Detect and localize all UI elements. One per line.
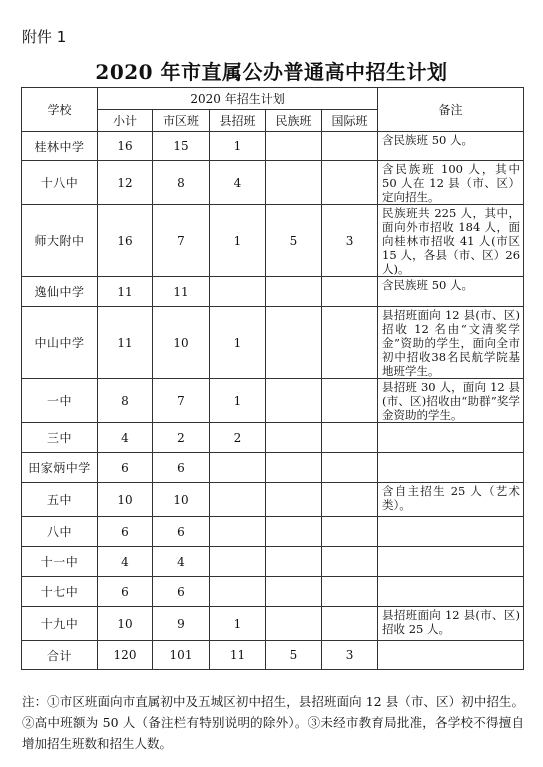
table-row: [22, 205, 524, 277]
remark-cell: 民族班共 225 人，其中，面向外市招收 184 人，面向桂林市招收 41 人(市区 15 人，各县（市、区）26 人)。: [378, 205, 524, 277]
table-row: [22, 607, 524, 641]
header-school: 学校: [22, 88, 98, 132]
remark-cell: 县招班面向 12 县(市、区)招收 25 人。: [378, 607, 524, 641]
ethnic-class-cell: [266, 577, 322, 607]
ethnic-class-cell: [266, 161, 322, 205]
header-remark: 备注: [378, 88, 524, 132]
footnote: 注：①市区班面向市直属初中及五城区初中招生，县招班面向 12 县（市、区）初中招生。②高中班额为 50 人（备注栏有特别说明的除外）。③未经市教育局批准，各学校不得擅自增加招生班数和招生人数。: [22, 694, 524, 751]
remark-cell: 含自主招生 25 人（艺术类）。: [378, 483, 524, 517]
ethnic-class-cell: [266, 307, 322, 379]
ethnic-class-cell: [266, 453, 322, 483]
ethnic-class-cell: [266, 607, 322, 641]
intl-class-cell: [322, 379, 378, 423]
intl-class-cell: [322, 423, 378, 453]
school-name-cell: 师大附中: [22, 205, 98, 277]
intl-class-cell: [322, 547, 378, 577]
school-name-cell: 十九中: [22, 607, 98, 641]
ethnic-class-cell: [266, 547, 322, 577]
intl-class-cell: [322, 161, 378, 205]
header-city-class: 市区班: [153, 110, 210, 132]
header-ethnic-class: 民族班: [266, 110, 322, 132]
table-row: [22, 161, 524, 205]
table-row: [22, 517, 524, 547]
table-row: [22, 307, 524, 379]
school-name-cell: 合计: [22, 641, 98, 670]
ethnic-class-cell: [266, 483, 322, 517]
subtotal-cell: 8: [98, 379, 153, 423]
school-name-cell: 逸仙中学: [22, 277, 98, 307]
intl-class-cell: [322, 453, 378, 483]
county-class-cell: 1: [210, 307, 266, 379]
school-name-cell: 一中: [22, 379, 98, 423]
county-class-cell: 1: [210, 379, 266, 423]
remark-cell: 县招班 30 人，面向 12 县(市、区)招收由“助群”奖学金资助的学生。: [378, 379, 524, 423]
table-row: [22, 277, 524, 307]
county-class-cell: 2: [210, 423, 266, 453]
county-class-cell: [210, 453, 266, 483]
table-row: [22, 132, 524, 161]
school-name-cell: 八中: [22, 517, 98, 547]
subtotal-cell: 10: [98, 607, 153, 641]
subtotal-cell: 11: [98, 277, 153, 307]
school-name-cell: 中山中学: [22, 307, 98, 379]
remark-cell: [378, 641, 524, 670]
header-subtotal: 小计: [98, 110, 153, 132]
ethnic-class-cell: 5: [266, 641, 322, 670]
city-class-cell: 7: [153, 379, 210, 423]
city-class-cell: 7: [153, 205, 210, 277]
intl-class-cell: [322, 577, 378, 607]
county-class-cell: [210, 547, 266, 577]
school-name-cell: 十七中: [22, 577, 98, 607]
remark-cell: 含民族班 50 人。: [378, 277, 524, 307]
county-class-cell: [210, 277, 266, 307]
intl-class-cell: [322, 132, 378, 161]
subtotal-cell: 16: [98, 205, 153, 277]
subtotal-cell: 6: [98, 577, 153, 607]
city-class-cell: 15: [153, 132, 210, 161]
subtotal-cell: 10: [98, 483, 153, 517]
ethnic-class-cell: [266, 277, 322, 307]
city-class-cell: 2: [153, 423, 210, 453]
remark-cell: [378, 453, 524, 483]
header-plan-group: 2020 年招生计划: [98, 88, 378, 110]
school-name-cell: 田家炳中学: [22, 453, 98, 483]
attachment-label: 附件 1: [22, 28, 67, 46]
city-class-cell: 101: [153, 641, 210, 670]
city-class-cell: 10: [153, 483, 210, 517]
intl-class-cell: [322, 607, 378, 641]
header-intl-class: 国际班: [322, 110, 378, 132]
school-name-cell: 十一中: [22, 547, 98, 577]
ethnic-class-cell: [266, 517, 322, 547]
remark-cell: 县招班面向 12 县(市、区)招收 12 名由“文清奖学金”资助的学生，面向全市初中招收38名民航学院基地班学生。: [378, 307, 524, 379]
table-row: [22, 483, 524, 517]
enrollment-plan-table: [21, 87, 524, 670]
remark-cell: [378, 423, 524, 453]
remark-cell: 含民族班 50 人。: [378, 132, 524, 161]
intl-class-cell: [322, 483, 378, 517]
subtotal-cell: 6: [98, 453, 153, 483]
intl-class-cell: 3: [322, 641, 378, 670]
intl-class-cell: [322, 517, 378, 547]
table-row: [22, 577, 524, 607]
county-class-cell: [210, 483, 266, 517]
intl-class-cell: [322, 277, 378, 307]
county-class-cell: [210, 577, 266, 607]
county-class-cell: 1: [210, 132, 266, 161]
county-class-cell: 1: [210, 607, 266, 641]
city-class-cell: 6: [153, 577, 210, 607]
remark-cell: [378, 577, 524, 607]
county-class-cell: [210, 517, 266, 547]
subtotal-cell: 4: [98, 547, 153, 577]
county-class-cell: 1: [210, 205, 266, 277]
school-name-cell: 五中: [22, 483, 98, 517]
city-class-cell: 8: [153, 161, 210, 205]
ethnic-class-cell: [266, 423, 322, 453]
intl-class-cell: 3: [322, 205, 378, 277]
ethnic-class-cell: [266, 379, 322, 423]
subtotal-cell: 4: [98, 423, 153, 453]
document-title: 2020 年市直属公办普通高中招生计划: [95, 60, 448, 84]
intl-class-cell: [322, 307, 378, 379]
remark-cell: 含民族班 100 人，其中 50 人在 12 县（市、区）定向招生。: [378, 161, 524, 205]
subtotal-cell: 6: [98, 517, 153, 547]
school-name-cell: 十八中: [22, 161, 98, 205]
table-row: [22, 641, 524, 670]
subtotal-cell: 11: [98, 307, 153, 379]
header-county-class: 县招班: [210, 110, 266, 132]
table-row: [22, 453, 524, 483]
city-class-cell: 9: [153, 607, 210, 641]
table-row: [22, 423, 524, 453]
remark-cell: [378, 517, 524, 547]
table-row: [22, 547, 524, 577]
ethnic-class-cell: [266, 132, 322, 161]
school-name-cell: 桂林中学: [22, 132, 98, 161]
ethnic-class-cell: 5: [266, 205, 322, 277]
subtotal-cell: 16: [98, 132, 153, 161]
city-class-cell: 6: [153, 517, 210, 547]
city-class-cell: 4: [153, 547, 210, 577]
city-class-cell: 6: [153, 453, 210, 483]
county-class-cell: 4: [210, 161, 266, 205]
table-row: [22, 379, 524, 423]
remark-cell: [378, 547, 524, 577]
subtotal-cell: 12: [98, 161, 153, 205]
subtotal-cell: 120: [98, 641, 153, 670]
city-class-cell: 10: [153, 307, 210, 379]
county-class-cell: 11: [210, 641, 266, 670]
city-class-cell: 11: [153, 277, 210, 307]
school-name-cell: 三中: [22, 423, 98, 453]
